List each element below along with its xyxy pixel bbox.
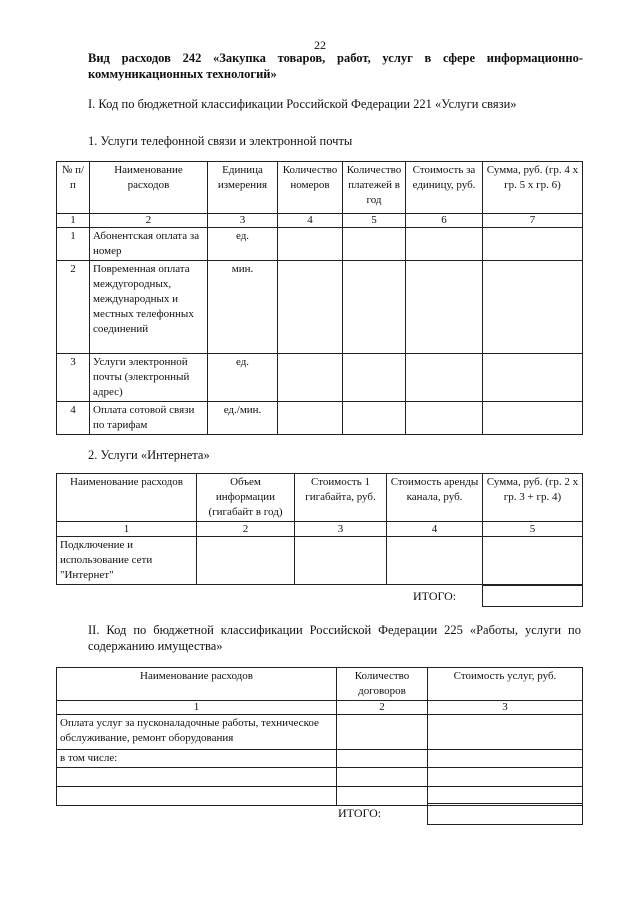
row-name: Абонентская оплата за номер (90, 228, 208, 261)
empty-cell (337, 715, 428, 750)
header-cell: Сумма, руб. (гр. 4 х гр. 5 х гр. 6) (483, 162, 583, 214)
header-cell: Стоимость за единицу, руб. (406, 162, 483, 214)
column-number: 3 (428, 701, 583, 715)
row-name: Повременная оплата междугородных, международных и местных телефонных соединений (90, 261, 208, 354)
table-row (57, 402, 583, 435)
empty-cell (483, 537, 583, 585)
empty-cell (406, 228, 483, 261)
page-number: 22 (314, 38, 326, 52)
empty-cell (197, 537, 295, 585)
empty-cell (337, 750, 428, 768)
internet-total-box (482, 585, 583, 607)
empty-cell (406, 261, 483, 354)
header-cell: Наименование расходов (57, 474, 197, 522)
row-unit: ед./мин. (208, 402, 278, 435)
row-number: 3 (57, 354, 90, 402)
column-number: 4 (278, 214, 343, 228)
empty-cell (343, 261, 406, 354)
column-number: 6 (406, 214, 483, 228)
header-cell: Стоимость услуг, руб. (428, 668, 583, 701)
column-number: 5 (343, 214, 406, 228)
empty-cell (428, 768, 583, 787)
column-number-row (57, 522, 583, 537)
table-row (57, 537, 583, 585)
header-cell: Объем информации (гигабайт в год) (197, 474, 295, 522)
empty-cell (57, 787, 337, 806)
column-number: 1 (57, 701, 337, 715)
row-unit: ед. (208, 228, 278, 261)
table-header-row (57, 668, 583, 701)
table-header-row (57, 162, 583, 214)
column-number-row (57, 214, 583, 228)
maintenance-total-box (427, 803, 583, 825)
empty-cell (343, 402, 406, 435)
column-number: 3 (295, 522, 387, 537)
row-name: Оплата сотовой связи по тарифам (90, 402, 208, 435)
phone-email-table (56, 161, 583, 435)
header-cell: Количество платежей в год (343, 162, 406, 214)
subsection-2-title: 2. Услуги «Интернета» (88, 448, 210, 462)
empty-cell (278, 228, 343, 261)
row-unit: ед. (208, 354, 278, 402)
empty-cell (387, 537, 483, 585)
table-row (57, 261, 583, 354)
row-name: Услуги электронной почты (электронный адрес) (90, 354, 208, 402)
internet-table (56, 473, 583, 585)
header-cell: Стоимость аренды канала, руб. (387, 474, 483, 522)
maintenance-table (56, 667, 583, 806)
row-number: 2 (57, 261, 90, 354)
column-number: 1 (57, 214, 90, 228)
column-number: 5 (483, 522, 583, 537)
header-cell: Стоимость 1 гигабайта, руб. (295, 474, 387, 522)
column-number: 2 (337, 701, 428, 715)
header-cell: Наименование расходов (90, 162, 208, 214)
document-heading: Вид расходов 242 «Закупка товаров, работ, услуг в сфере информационно-коммуникационных технологий» (88, 51, 583, 81)
column-number: 2 (197, 522, 295, 537)
column-number: 1 (57, 522, 197, 537)
empty-cell (483, 228, 583, 261)
row-number: 4 (57, 402, 90, 435)
empty-cell (295, 537, 387, 585)
empty-cell (343, 354, 406, 402)
row-name: Оплата услуг за пусконаладочные работы, техническое обслуживание, ремонт оборудования (57, 715, 337, 750)
header-cell: Количество номеров (278, 162, 343, 214)
empty-cell (406, 354, 483, 402)
column-number: 3 (208, 214, 278, 228)
column-number: 4 (387, 522, 483, 537)
empty-cell (337, 768, 428, 787)
row-name: в том числе: (57, 750, 337, 768)
section-2-title: II. Код по бюджетной классификации Российской Федерации 225 «Работы, услуги по содержанию имущества» (88, 623, 581, 653)
table-row (57, 750, 583, 768)
table-row (57, 228, 583, 261)
row-unit: мин. (208, 261, 278, 354)
empty-cell (428, 750, 583, 768)
table-row (57, 354, 583, 402)
header-cell: Количество договоров (337, 668, 428, 701)
empty-cell (57, 768, 337, 787)
empty-cell (278, 354, 343, 402)
internet-total-label: ИТОГО: (413, 589, 457, 603)
empty-cell (337, 787, 428, 806)
empty-cell (343, 228, 406, 261)
empty-cell (278, 402, 343, 435)
column-number-row (57, 701, 583, 715)
column-number: 2 (90, 214, 208, 228)
empty-cell (278, 261, 343, 354)
section-1-title: I. Код по бюджетной классификации Российской Федерации 221 «Услуги связи» (88, 97, 517, 111)
header-cell: Сумма, руб. (гр. 2 х гр. 3 + гр. 4) (483, 474, 583, 522)
empty-cell (406, 402, 483, 435)
header-cell: Наименование расходов (57, 668, 337, 701)
empty-cell (428, 715, 583, 750)
table-header-row (57, 474, 583, 522)
table-row (57, 768, 583, 787)
empty-cell (483, 402, 583, 435)
empty-cell (483, 354, 583, 402)
table-row (57, 715, 583, 750)
empty-cell (483, 261, 583, 354)
header-cell: Единица измерения (208, 162, 278, 214)
subsection-1-title: 1. Услуги телефонной связи и электронной почты (88, 134, 353, 148)
maintenance-total-label: ИТОГО: (338, 806, 382, 820)
column-number: 7 (483, 214, 583, 228)
header-cell: № п/п (57, 162, 90, 214)
row-name: Подключение и использование сети "Интернет" (57, 537, 197, 585)
row-number: 1 (57, 228, 90, 261)
